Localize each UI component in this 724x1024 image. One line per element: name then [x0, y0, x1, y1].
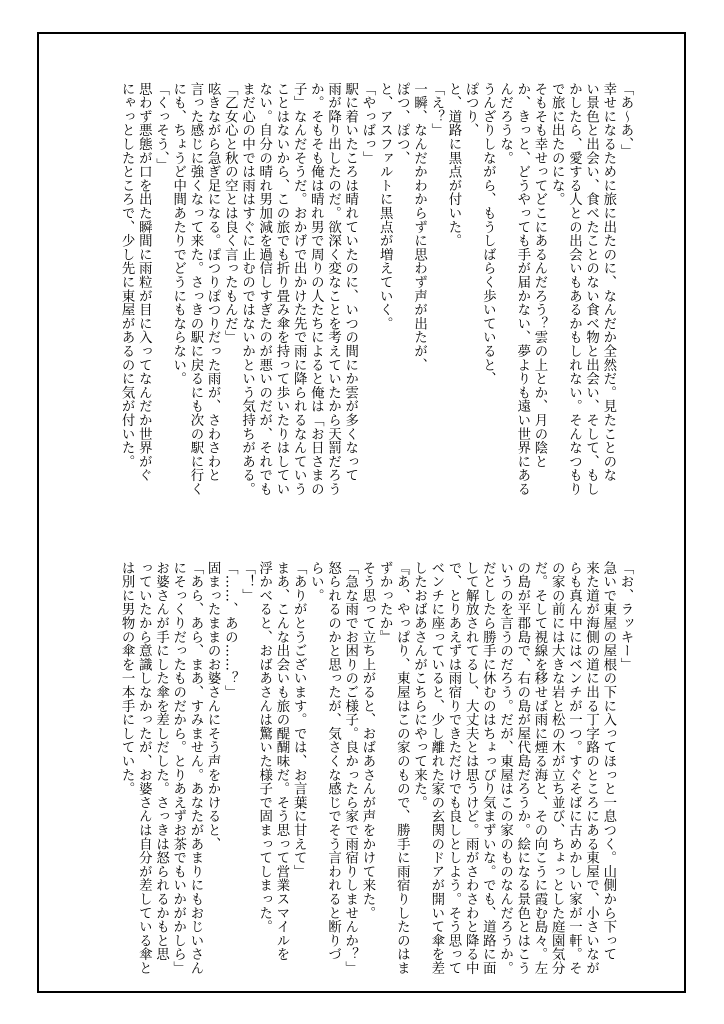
text-line: か。そもそも俺は晴れ男で周りの人たちによると俺は「お日さまの: [308, 82, 324, 496]
text-line: 言った感じに強くなって来た。さっきの駅に戻るにも次の駅に行く: [187, 82, 203, 496]
text-line: で旅に出たのにな。: [549, 82, 565, 207]
text-line: 思わず悪態が口を出た瞬間に雨粒が目に入ってなんだか世界がぐ: [136, 82, 152, 483]
text-line: っていたから意識しなかったが、お婆さんは自分が差している傘と: [136, 561, 152, 975]
text-line: 「くっそう、」: [153, 82, 169, 172]
text-line: そもそも幸せってどこにあるんだろう？雲の上とか、月の陰と: [531, 82, 547, 469]
text-line: 子」なんだそうだ。おかげで出かけた先で雨に降られるなんていう: [291, 82, 307, 496]
text-line: して解放されてるし、大丈夫とは思うけど。雨がさわさわと降る中: [463, 561, 479, 975]
text-line: したおばあさんがこちらにやって来た。: [411, 561, 427, 810]
text-line: だ。そして視線を移せば雨に煙る海と、その向こうに霞む島々。左: [531, 561, 547, 975]
text-line: いうのを言うのだろう。だが、東屋はこの家のものなんだろうか。: [497, 561, 513, 975]
text-line: 駅に着いたころは晴れていたのに、いつの間にか雲が多くなって: [342, 82, 358, 483]
text-line: 「急な雨でお困りのご様子。良かったら家で雨宿りしませんか？」: [342, 561, 358, 975]
text-line: 「乙女心と秋の空とは良く言ったもんだ」: [222, 82, 238, 345]
text-line: ぽつ、ぽつ、: [394, 82, 410, 165]
text-line: ずかったか』: [377, 561, 393, 644]
text-line: 幸せになるために旅に出たのに、なんだか全然だ。見たことのな: [600, 82, 616, 483]
text-line: ベンチに座っていると、少し離れた家の玄関のドアが開いて傘を差: [428, 561, 444, 975]
text-line: ことはないから、この旅でも折り畳み傘を持って歩いたりはしてい: [273, 82, 289, 496]
text-line: 怒られるのかと思ったが、気さくな感じでそう言われると断りづ: [325, 561, 341, 962]
text-line: お婆さんが手にした傘を差しだした。さっきは怒られるかもと思: [153, 561, 169, 962]
text-line: 「あら、あら、まあ、すみません。あなたがあまりにもおじいさん: [187, 561, 203, 975]
text-line: 「やっばっ」: [359, 82, 375, 165]
text-line: ぽつり、: [463, 82, 479, 138]
text-line: 来た道が海側の道に出る丁字路のところにある東屋で、小さいなが: [583, 561, 599, 975]
text-line: にそっくりだったものだから。とりあえずお茶でもいかがかしら」: [170, 561, 186, 975]
upper-text-block: [2, 82, 634, 534]
text-line: と、アスファルトに黒点が増えていく。: [377, 82, 393, 331]
text-line: にも、ちょうど中間あたりでどうにもならない。: [170, 82, 186, 386]
text-line: 「……、あの……？」: [222, 561, 238, 699]
text-line: は別に男物の傘を一本手にしていた。: [119, 561, 135, 796]
text-line: 「ありがとうございます。では、お言葉に甘えて」: [291, 561, 307, 879]
page-frame: [37, 32, 686, 993]
text-line: 「え？」: [428, 82, 444, 138]
text-line: の島が平郡島で、右の島が屋代島だろうか。絵になる景色とはこう: [514, 561, 530, 975]
text-line: ない。自分の晴れ男加減を過信しすぎたのが悪いのだが、それでも: [256, 82, 272, 496]
text-line: らも真ん中にはベンチが一つ。すぐそばに古めかしい家が一軒。そ: [566, 561, 582, 975]
text-line: で、とりあえずは雨宿りできただけでも良しとしよう。そう思って: [445, 561, 461, 975]
text-line: 急いで東屋の屋根の下に入ってほっと一息つく。山側から下って: [600, 561, 616, 962]
text-line: うんざりしながら、もうしばらく歩いていると、: [480, 82, 496, 386]
text-line: か、きっと、どうやっても手が届かない、夢よりも遠い世界にある: [514, 82, 530, 496]
text-line: と、道路に黒点が付いた。: [445, 82, 461, 248]
lower-text-block: [2, 561, 634, 1013]
text-line: そう思って立ち上がると、おばあさんが声をかけて来た。: [359, 561, 375, 920]
text-line: んだろうな。: [497, 82, 513, 165]
text-line: かしたら、愛する人との出会いもあるかもしれない。そんなつもり: [566, 82, 582, 496]
text-line: 一瞬、なんだかわからずに思わず声が出たが、: [411, 82, 427, 372]
text-line: にゃっとしたところで、少し先に東屋があるのに気が付いた。: [119, 82, 135, 469]
text-line: まあ、こんな出会いも旅の醍醐味だ。そう思って営業スマイルを: [273, 561, 289, 962]
text-line: だとしたら勝手に休むのはちょっぴり気まずいな。でも、道路に面: [480, 561, 496, 975]
text-line: 「お、ラッキー」: [618, 561, 633, 672]
text-line: らい。: [308, 561, 324, 603]
text-line: 呟きながら急ぎ足になる。ぽつりぽつりだった雨が、さわさわと: [205, 82, 221, 483]
text-line: 「あ〜あ、」: [618, 82, 633, 159]
text-line: 浮かべると、おばあさんは驚いた様子で固まってしまった。: [256, 561, 272, 934]
text-line: の家の前には大きな岩と松の木が立ち並び、ちょっとした庭園気分: [549, 561, 565, 975]
text-line: 固まったままのお婆さんにそう声をかけると、: [205, 561, 221, 851]
text-line: い景色と出会い、食べたことのない食べ物と出会い、そして、もし: [583, 82, 599, 496]
text-line: 『あ、やっぱり、東屋はこの家のもので、勝手に雨宿りしたのはま: [394, 561, 410, 975]
text-line: 「！」: [239, 561, 255, 603]
text-line: 雨が降り出したのだ。欲深く変なことを考えていたから天罰だろう: [325, 82, 341, 496]
text-line: まだ心の中では雨はすぐに止むのではないかという気持ちがある。: [239, 82, 255, 496]
